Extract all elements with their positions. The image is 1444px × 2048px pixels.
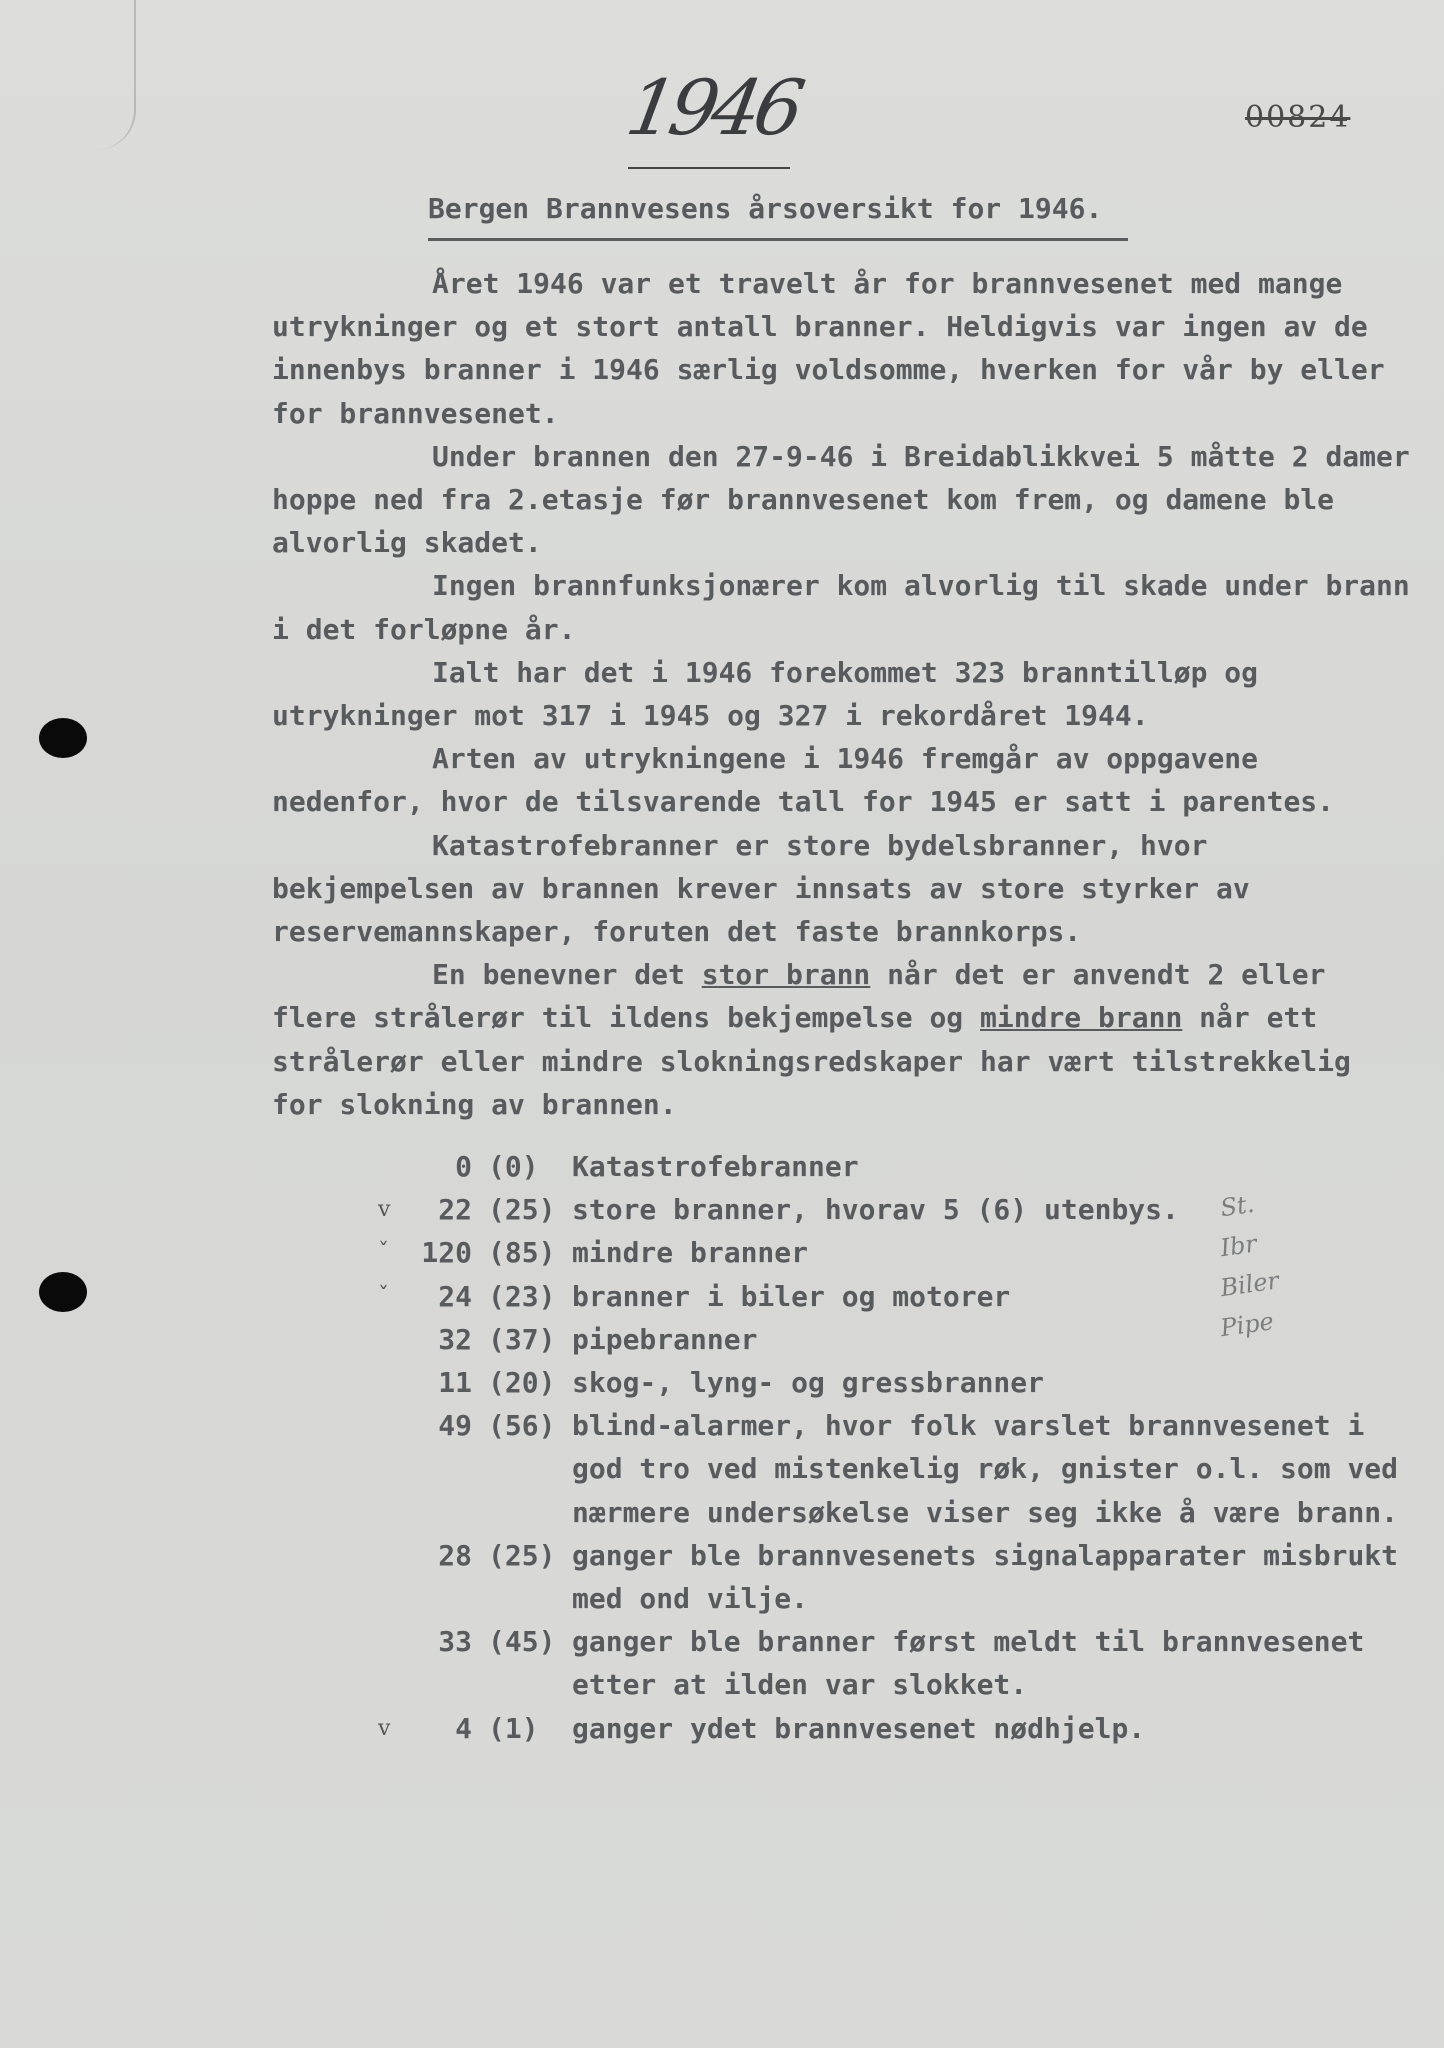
punch-hole — [39, 1272, 87, 1312]
torn-corner — [84, 0, 136, 150]
count-1946: 4 — [455, 1711, 472, 1745]
item-description: ganger ble brannvesenets signalapparater misbrukt med ond vilje. — [572, 1538, 1399, 1616]
count-1946: 32 — [438, 1322, 472, 1356]
count-1945: (20) — [488, 1366, 556, 1400]
handwritten-year — [620, 55, 806, 175]
body-text — [272, 262, 1412, 1126]
item-description: mindre branner — [572, 1236, 809, 1270]
definition-lead: En benevner det — [432, 958, 702, 992]
paragraph: Katastrofebranner er store bydelsbranner, hvor bekjempelsen av brannen krever innsats av store styrker av reservemannskaper, foruten det faste brannkorps. — [272, 828, 1250, 949]
check-mark: ˇ — [378, 1240, 389, 1266]
list-item — [400, 1534, 1410, 1620]
count-1945: (45) — [488, 1625, 556, 1659]
term-stor-brann: stor brann — [701, 958, 871, 992]
count-1946: 120 — [421, 1236, 472, 1270]
definition-mid: når det er anvendt 2 eller flere strålerør til ildens bekjempelse og — [272, 958, 1326, 1035]
item-description: ganger ydet brannvesenet nødhjelp. — [572, 1711, 1146, 1745]
paragraph: Under brannen den 27-9-46 i Breidablikkvei 5 måtte 2 damer hoppe ned fra 2.etasje før brannvesenet kom frem, og damene ble alvorlig skadet. — [272, 439, 1410, 560]
title-underline — [428, 238, 1128, 241]
item-description: store branner, hvorav 5 (6) utenbys. — [572, 1193, 1179, 1227]
count-1946: 22 — [438, 1193, 472, 1227]
document-number: 00824 — [1245, 100, 1351, 135]
item-description: pipebranner — [572, 1322, 758, 1356]
margin-note: Ibr — [1218, 1229, 1259, 1263]
count-1946: 0 — [455, 1150, 472, 1183]
paragraph: Ingen brannfunksjonærer kom alvorlig til skade under brann i det forløpne år. — [272, 569, 1410, 646]
definition-tail: når ett strålerør eller mindre slokningsredskaper har vært tilstrekkelig for slokning av brannen. — [272, 1001, 1351, 1121]
page-title: Bergen Brannvesens årsoversikt for 1946. — [428, 192, 1103, 225]
list-item — [400, 1620, 1410, 1706]
definition-paragraph — [272, 953, 1412, 1126]
list-item — [400, 1404, 1410, 1534]
margin-note: Pipe — [1218, 1307, 1276, 1343]
count-1945: (25) — [488, 1193, 556, 1227]
count-1945: (85) — [488, 1236, 556, 1270]
count-1946: 24 — [438, 1279, 472, 1313]
list-item — [378, 1707, 1410, 1750]
count-1946: 28 — [438, 1538, 472, 1572]
check-mark: ˇ — [378, 1283, 389, 1309]
item-description: ganger ble branner først meldt til brannvesenet etter at ilden var slokket. — [572, 1625, 1365, 1702]
item-description: branner i biler og motorer — [572, 1279, 1011, 1313]
check-mark: v — [378, 1715, 391, 1741]
item-description: skog-, lyng- og gressbranner — [572, 1366, 1045, 1400]
count-1946: 33 — [438, 1625, 472, 1659]
count-1945: (23) — [488, 1279, 556, 1313]
count-1945: (0) — [488, 1150, 539, 1183]
item-description: blind-alarmer, hvor folk varslet brannvesenet i god tro ved mistenkelig røk, gnister o.l. som ved nærmere undersøkelse viser seg ikke å være brann. — [572, 1409, 1399, 1529]
year-underline — [628, 167, 790, 169]
term-mindre-brann: mindre brann — [980, 1001, 1183, 1035]
count-1945: (37) — [488, 1322, 556, 1356]
paragraph: Ialt har det i 1946 forekommet 323 branntilløp og utrykninger mot 317 i 1945 og 327 i rekordåret 1944. — [272, 655, 1259, 733]
count-1945: (56) — [488, 1409, 556, 1443]
margin-note: Biler — [1218, 1266, 1281, 1303]
count-1946: 11 — [438, 1366, 472, 1400]
check-mark: v — [378, 1197, 391, 1223]
count-1945: (1) — [488, 1711, 539, 1745]
handwritten-year-text: 1946 — [620, 63, 806, 152]
count-1946: 49 — [438, 1409, 472, 1443]
paragraph: Arten av utrykningene i 1946 fremgår av oppgavene nedenfor, hvor de tilsvarende tall for 1945 er satt i parentes. — [272, 742, 1335, 819]
punch-hole — [39, 718, 87, 758]
item-description: Katastrofebranner — [572, 1150, 859, 1183]
list-item — [400, 1361, 1410, 1404]
count-1945: (25) — [488, 1538, 556, 1572]
handwritten-margin-notes — [1218, 1180, 1340, 1343]
margin-note: St. — [1218, 1189, 1256, 1223]
paragraph: Året 1946 var et travelt år for brannvesenet med mange utrykninger og et stort antall branner. Heldigvis var ingen av de innenbys branner i 1946 særlig voldsomme, hverken for vår by eller for brannvesenet. — [272, 267, 1385, 430]
